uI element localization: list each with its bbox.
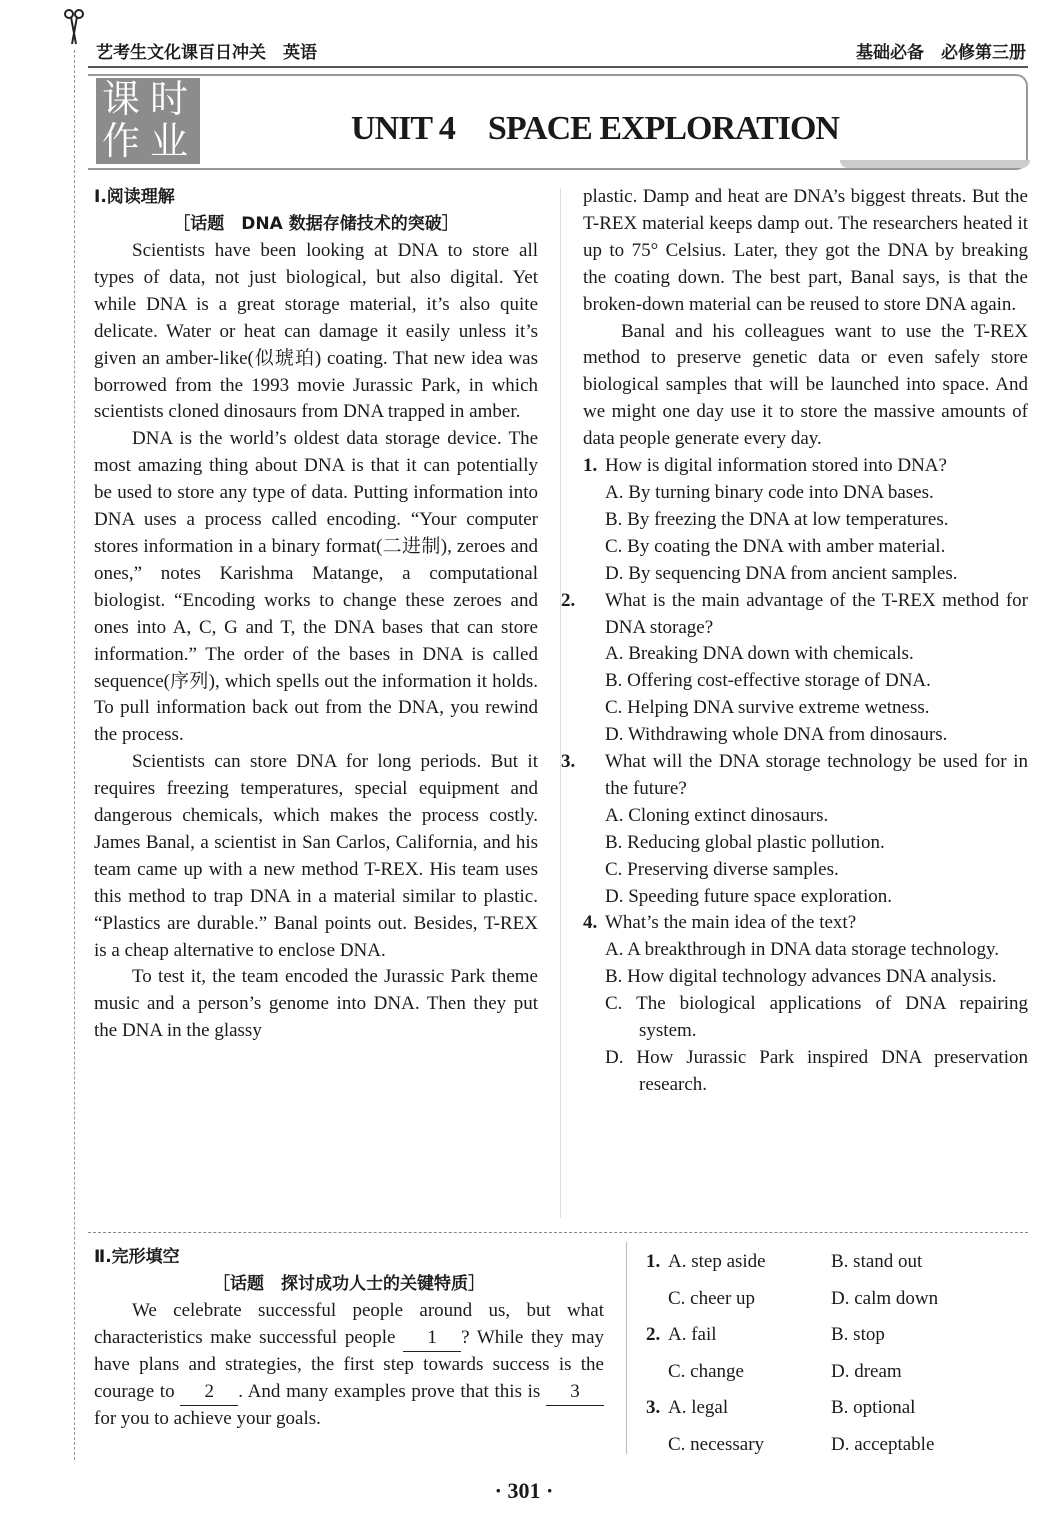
option: C. Helping DNA survive extreme wetness. — [605, 697, 930, 719]
question-1 — [583, 453, 1028, 588]
option: D. acceptable — [831, 1433, 935, 1455]
scissors-icon — [62, 6, 86, 46]
option: D. calm down — [831, 1287, 939, 1309]
option: A. legal — [668, 1397, 729, 1418]
question-text: What’s the main idea of the text? — [605, 912, 857, 934]
question-text: What will the DNA storage technology be used for in the future? — [605, 751, 1028, 799]
option: D. By sequencing DNA from ancient samples. — [605, 562, 958, 584]
option: B. stop — [831, 1324, 885, 1345]
question-text: What is the main advantage of the T-REX method for DNA storage? — [605, 589, 1028, 638]
option: C. necessary — [668, 1433, 765, 1455]
cut-line — [74, 50, 75, 1460]
option: A. Cloning extinct dinosaurs. — [605, 804, 829, 826]
question-number: 1. — [583, 455, 598, 477]
blank-1[interactable]: 1 — [403, 1325, 461, 1353]
reading-right-column — [561, 184, 1028, 1099]
cloze-number: 1. — [646, 1251, 661, 1272]
unit-title: UNIT 4 SPACE EXPLORATION — [351, 110, 839, 147]
cloze-text: ? While they may have plans and strategies, the first step towards success is the courage to — [94, 1326, 605, 1402]
cloze-text: . And many examples prove that this is — [238, 1380, 541, 1402]
passage-paragraph-1: Scientists have been looking at DNA to store all types of data, not just biological, but also digital. Yet while DNA is a great storage material, it’s also quite delicate. Water or heat can damage it easily unless it’s given an amber-like(似琥珀) coating. That new idea was borrowed from the 1993 movie Jurassic Park, in which scientists cloned dinosaurs from DNA trapped in amber. — [94, 240, 538, 423]
blank-2[interactable]: 2 — [180, 1379, 238, 1407]
question-number: 3. — [561, 751, 576, 773]
cloze-text: We celebrate successful people around us, but what characteristics make successful people — [94, 1300, 604, 1348]
question-2 — [561, 588, 1028, 749]
passage-paragraph-2: DNA is the world’s oldest data storage device. The most amazing thing about DNA is that it can potentially be used to store any type of data. Putting information into DNA uses a process called encoding. “Your computer stores information in a binary format(二进制), zeroes and ones,” notes Karishma Matange, a computational biologist. “Encoding works to change these zeroes and ones into A, C, G and T, the DNA bases that can store information.” The order of the bases in DNA is called sequence(序列), which spells out the information it holds. To pull information back out from the DNA, you rewind the process. — [94, 428, 538, 746]
passage-paragraph-3: Scientists can store DNA for long periods. But it requires freezing temperatures, special equipment and dangerous chemicals, which makes the process costly. James Banal, a scientist in San Carlos, California, and his team came up with a new method T-REX. His team uses this method to trap DNA in a material similar to plastic. “Plastics are durable.” Banal points out. Besides, T-REX is a cheap alternative to enclose DNA. — [94, 751, 538, 961]
option: C. The biological applications of DNA repairing system. — [605, 993, 1028, 1042]
cloze-paragraph — [94, 1298, 604, 1433]
lesson-badge — [96, 78, 200, 164]
option: D. How Jurassic Park inspired DNA preservation research. — [605, 1047, 1028, 1095]
header-right: 基础必备 必修第三册 — [856, 43, 1026, 63]
passage-continuation: plastic. Damp and heat are DNA’s biggest threats. But the T-REX material keeps damp out. The researchers heated it up to 75° Celsius. Later, they got the DNA by breaking the coating down. The best part, Banal says, is that the broken-down material can be reused to store DNA again. — [583, 186, 1028, 315]
question-3 — [561, 749, 1028, 910]
cloze-text: for you to achieve your goals. — [94, 1408, 321, 1429]
cloze-options-row — [646, 1427, 1028, 1464]
question-text: How is digital information stored into DNA? — [605, 455, 947, 477]
option: A. fail — [668, 1324, 717, 1345]
header-left: 艺考生文化课百日冲关 英语 — [96, 43, 317, 63]
option: B. How digital technology advances DNA analysis. — [605, 966, 997, 988]
question-number: 2. — [561, 589, 576, 611]
option: B. optional — [831, 1397, 916, 1418]
option: D. Speeding future space exploration. — [605, 885, 893, 907]
blank-3[interactable]: 3 — [546, 1379, 604, 1407]
question-number: 4. — [583, 912, 598, 934]
section2-topic: ［话题 探讨成功人士的关键特质］ — [213, 1274, 485, 1294]
option: A. Breaking DNA down with chemicals. — [605, 643, 914, 665]
section1-heading: Ⅰ.阅读理解 — [94, 187, 175, 207]
cloze-number: 3. — [646, 1397, 661, 1418]
passage-paragraph-5: Banal and his colleagues want to use the T-REX method to preserve genetic data or even safely store biological samples that will be launched into space. And we might one day use it to store the massive amounts of data people generate every day. — [583, 320, 1028, 450]
option: D. dream — [831, 1360, 902, 1382]
cloze-column — [94, 1244, 604, 1433]
option: C. Preserving diverse samples. — [605, 858, 839, 880]
badge-line-2: 作业 — [102, 119, 199, 163]
cloze-options-row — [646, 1244, 1028, 1281]
option: C. By coating the DNA with amber material. — [605, 535, 946, 557]
option: C. cheer up — [668, 1287, 756, 1309]
section1-topic: ［话题 DNA 数据存储技术的突破］ — [173, 214, 459, 234]
option: B. stand out — [831, 1251, 923, 1272]
option: A. By turning binary code into DNA bases. — [605, 481, 934, 503]
cloze-divider — [626, 1242, 627, 1454]
banner-shadow — [840, 160, 1030, 168]
passage-paragraph-4: To test it, the team encoded the Jurassic Park theme music and a person’s genome into DNA. Then they put the DNA in the glassy — [94, 966, 538, 1042]
column-divider — [560, 188, 561, 1218]
cloze-number: 2. — [646, 1324, 661, 1345]
reading-left-column — [94, 184, 538, 1045]
option: A. A breakthrough in DNA data storage technology. — [605, 939, 999, 961]
option: A. step aside — [668, 1251, 766, 1272]
cloze-options-row — [646, 1281, 1028, 1318]
cloze-options — [646, 1244, 1028, 1463]
cloze-options-row — [646, 1354, 1028, 1391]
cloze-options-row — [646, 1317, 1028, 1354]
header-rule — [88, 66, 1028, 68]
badge-line-1: 课时 — [102, 77, 199, 121]
page-number: · 301 · — [494, 1478, 554, 1503]
option: C. change — [668, 1360, 744, 1382]
option: B. Reducing global plastic pollution. — [605, 831, 885, 853]
question-4 — [583, 910, 1028, 1098]
section-divider — [88, 1232, 1028, 1233]
option: B. Offering cost-effective storage of DNA. — [605, 670, 931, 692]
cloze-options-row — [646, 1390, 1028, 1427]
section2-heading: Ⅱ.完形填空 — [94, 1247, 180, 1267]
option: B. By freezing the DNA at low temperatures. — [605, 508, 949, 530]
option: D. Withdrawing whole DNA from dinosaurs. — [605, 724, 948, 746]
